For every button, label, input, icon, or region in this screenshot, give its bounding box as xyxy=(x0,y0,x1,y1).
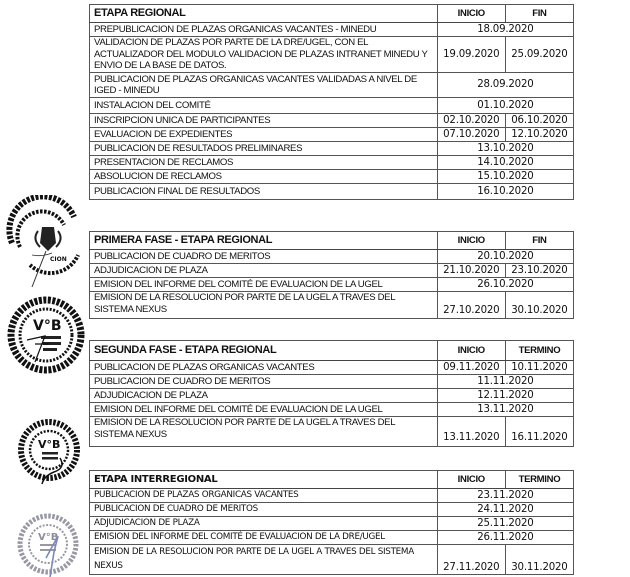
activity-cell: EMISION DEL INFORME DEL COMITÉ DE EVALUACION DE LA UGEL xyxy=(90,278,438,292)
col-end-header: TERMINO xyxy=(505,341,573,361)
activity-cell: ADJUDICACION DE PLAZA xyxy=(90,264,438,278)
end-date-cell: 25.09.2020 xyxy=(505,37,573,73)
table-row xyxy=(90,73,574,98)
date-cell: 23.11.2020 xyxy=(437,489,573,503)
table-row xyxy=(90,250,574,264)
svg-text:V°B: V°B xyxy=(38,532,59,543)
activity-cell: ADJUDICACION DE PLAZA xyxy=(90,389,438,403)
table-row xyxy=(90,545,574,575)
date-cell: 25.11.2020 xyxy=(437,517,573,531)
table-row xyxy=(90,503,574,517)
table-row xyxy=(90,128,574,142)
date-cell: 18.09.2020 xyxy=(437,23,573,37)
table-row xyxy=(90,184,574,200)
col-start-header: INICIO xyxy=(437,5,505,23)
activity-cell: PUBLICACION DE PLAZAS ORGANICAS VACANTES VALIDADAS A NIVEL DE IGED - MINEDU xyxy=(90,73,438,98)
activity-cell: EMISION DEL INFORME DEL COMITÉ DE EVALUACION DE LA DRE/UGEL xyxy=(90,531,438,545)
end-date-cell: 06.10.2020 xyxy=(505,114,573,128)
date-cell: 26.11.2020 xyxy=(437,531,573,545)
table-row xyxy=(90,292,574,319)
table-row xyxy=(90,142,574,156)
svg-text:CION: CION xyxy=(50,256,67,263)
table-row xyxy=(90,114,574,128)
end-date-cell: 23.10.2020 xyxy=(505,264,573,278)
end-date-cell: 10.11.2020 xyxy=(505,361,573,375)
vb-stamp-icon xyxy=(14,418,84,488)
activity-cell: PRESENTACION DE RECLAMOS xyxy=(90,156,438,170)
table-row xyxy=(90,170,574,184)
start-date-cell: 07.10.2020 xyxy=(437,128,505,142)
date-cell: 24.11.2020 xyxy=(437,503,573,517)
date-cell: 01.10.2020 xyxy=(437,98,573,114)
activity-cell: ABSOLUCION DE RECLAMOS xyxy=(90,170,438,184)
table-row xyxy=(90,37,574,73)
date-cell: 12.11.2020 xyxy=(437,389,573,403)
activity-cell: PUBLICACION FINAL DE RESULTADOS xyxy=(90,184,438,200)
table-header-row xyxy=(90,471,574,489)
col-start-header: INICIO xyxy=(437,471,505,489)
primera-fase-table xyxy=(89,231,574,319)
col-end-header: TERMINO xyxy=(505,471,573,489)
table-row xyxy=(90,278,574,292)
date-cell: 14.10.2020 xyxy=(437,156,573,170)
table-row xyxy=(90,531,574,545)
table-row xyxy=(90,517,574,531)
date-cell: 15.10.2020 xyxy=(437,170,573,184)
table-row xyxy=(90,98,574,114)
start-date-cell: 02.10.2020 xyxy=(437,114,505,128)
activity-cell: ADJUDICACION DE PLAZA xyxy=(90,517,438,531)
table-row xyxy=(90,156,574,170)
col-end-header: FIN xyxy=(505,232,573,250)
activity-cell: PUBLICACION DE PLAZAS ORGANICAS VACANTES xyxy=(90,361,438,375)
svg-text:V°B: V°B xyxy=(33,318,62,334)
activity-cell: EMISION DE LA RESOLUCION POR PARTE DE LA UGEL A TRAVES DEL SISTEMA NEXUS xyxy=(90,292,438,319)
vb-stamp-icon xyxy=(5,292,87,378)
table-header-row xyxy=(90,232,574,250)
table-row xyxy=(90,417,574,447)
table-header-row xyxy=(90,5,574,23)
date-cell: 11.11.2020 xyxy=(437,375,573,389)
activity-cell: PUBLICACION DE CUADRO DE MERITOS xyxy=(90,503,438,517)
start-date-cell: 27.11.2020 xyxy=(437,545,505,575)
date-cell: 28.09.2020 xyxy=(437,73,573,98)
etapa-regional-table xyxy=(89,4,574,200)
activity-cell: EMISION DE LA RESOLUCION POR PARTE DE LA UGEL A TRAVES DEL SISTEMA NEXUS xyxy=(90,417,438,447)
table-header-row xyxy=(90,341,574,361)
svg-text:V°B: V°B xyxy=(38,438,61,451)
date-cell: 13.10.2020 xyxy=(437,142,573,156)
col-start-header: INICIO xyxy=(437,341,505,361)
date-cell: 20.10.2020 xyxy=(437,250,573,264)
section-title: PRIMERA FASE - ETAPA REGIONAL xyxy=(90,232,438,250)
end-date-cell: 12.10.2020 xyxy=(505,128,573,142)
table-row xyxy=(90,489,574,503)
segunda-fase-table xyxy=(89,340,574,447)
end-date-cell: 30.11.2020 xyxy=(505,545,573,575)
start-date-cell: 21.10.2020 xyxy=(437,264,505,278)
activity-cell: EVALUACION DE EXPEDIENTES xyxy=(90,128,438,142)
section-title: SEGUNDA FASE - ETAPA REGIONAL xyxy=(90,341,438,361)
activity-cell: VALIDACION DE PLAZAS POR PARTE DE LA DRE/UGEL, CON EL ACTUALIZADOR DEL MODULO VALIDACION DE PLAZAS INTRANET MINEDU Y ENVIO DE LA BASE DE DATOS. xyxy=(90,37,438,73)
etapa-interregional-table xyxy=(89,470,574,575)
activity-cell: PUBLICACION DE CUADRO DE MERITOS xyxy=(90,375,438,389)
table-row xyxy=(90,389,574,403)
col-start-header: INICIO xyxy=(437,232,505,250)
activity-cell: PREPUBLICACION DE PLAZAS ORGANICAS VACANTES - MINEDU xyxy=(90,23,438,37)
vb-stamp-icon xyxy=(12,508,84,577)
start-date-cell: 19.09.2020 xyxy=(437,37,505,73)
date-cell: 13.11.2020 xyxy=(437,403,573,417)
section-title: ETAPA REGIONAL xyxy=(90,5,438,23)
table-row xyxy=(90,403,574,417)
activity-cell: EMISION DE LA RESOLUCION POR PARTE DE LA UGEL A TRAVES DEL SISTEMA NEXUS xyxy=(90,545,438,575)
section-title: ETAPA INTERREGIONAL xyxy=(90,471,438,489)
table-row xyxy=(90,264,574,278)
date-cell: 26.10.2020 xyxy=(437,278,573,292)
end-date-cell: 16.11.2020 xyxy=(505,417,573,447)
table-row xyxy=(90,361,574,375)
start-date-cell: 13.11.2020 xyxy=(437,417,505,447)
date-cell: 16.10.2020 xyxy=(437,184,573,200)
table-row xyxy=(90,375,574,389)
start-date-cell: 27.10.2020 xyxy=(437,292,505,319)
activity-cell: PUBLICACION DE RESULTADOS PRELIMINARES xyxy=(90,142,438,156)
activity-cell: INSTALACION DEL COMITÉ xyxy=(90,98,438,114)
table-row xyxy=(90,23,574,37)
seal-stamp-icon xyxy=(2,195,88,290)
end-date-cell: 30.10.2020 xyxy=(505,292,573,319)
start-date-cell: 09.11.2020 xyxy=(437,361,505,375)
activity-cell: EMISION DEL INFORME DEL COMITÉ DE EVALUACION DE LA UGEL xyxy=(90,403,438,417)
activity-cell: PUBLICACION DE PLAZAS ORGANICAS VACANTES xyxy=(90,489,438,503)
col-end-header: FIN xyxy=(505,5,573,23)
activity-cell: INSCRIPCION UNICA DE PARTICIPANTES xyxy=(90,114,438,128)
activity-cell: PUBLICACION DE CUADRO DE MERITOS xyxy=(90,250,438,264)
